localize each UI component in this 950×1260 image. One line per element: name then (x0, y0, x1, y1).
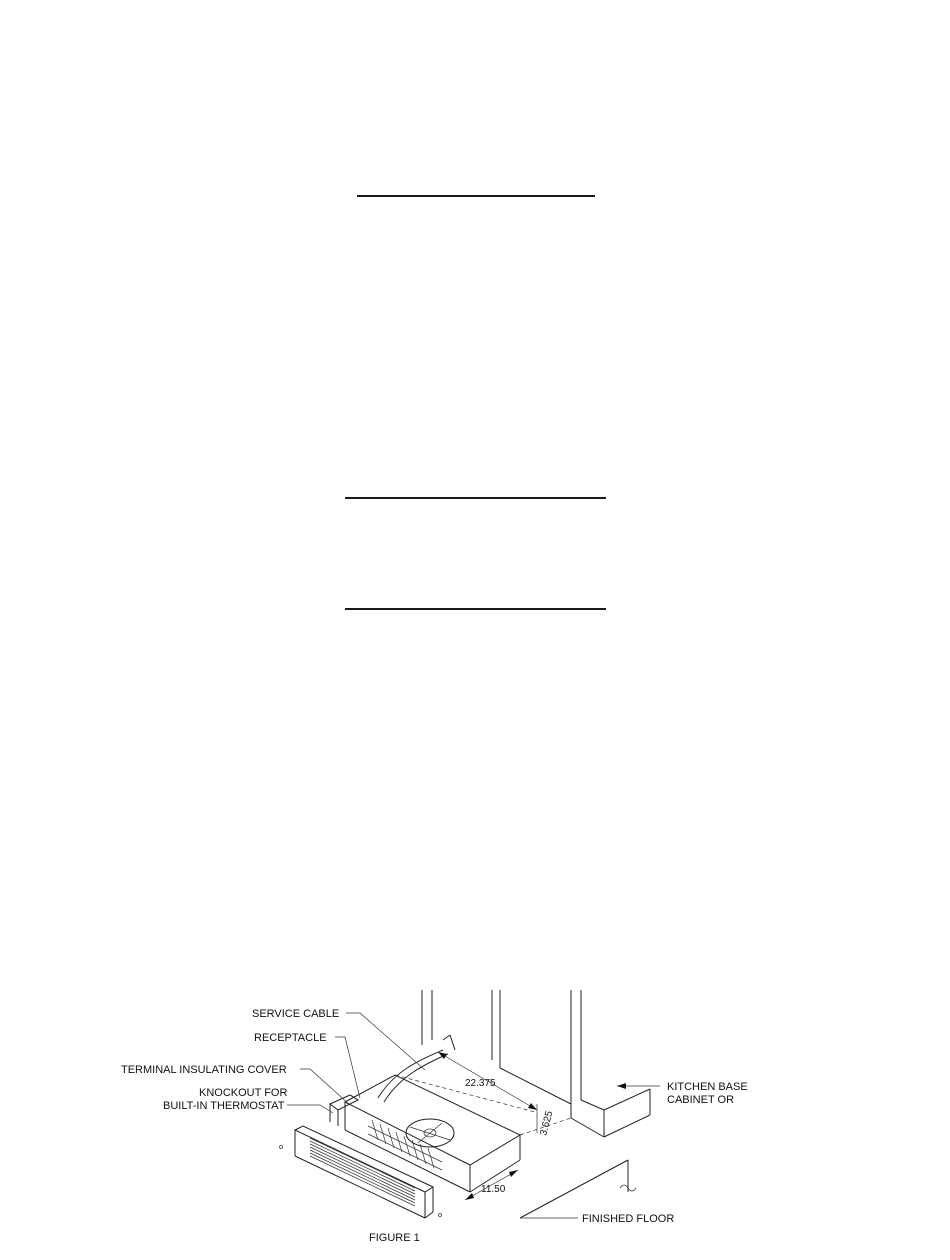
receptacle-label: RECEPTACLE (254, 1032, 327, 1044)
terminal-cover-label: TERMINAL INSULATING COVER (121, 1064, 287, 1076)
figure-caption: FIGURE 1 (369, 1232, 420, 1244)
height-dimension: 3.625 (538, 1109, 556, 1137)
knockout-label-line1: KNOCKOUT FOR (199, 1087, 288, 1099)
cabinet-label-line2: CABINET OR (667, 1094, 735, 1106)
cabinet-label-line1: KITCHEN BASE (667, 1081, 748, 1093)
depth-dimension: 22.375 (465, 1078, 496, 1089)
width-dimension: 11.50 (481, 1184, 506, 1195)
knockout-label-line2: BUILT-IN THERMOSTAT (163, 1100, 285, 1112)
dimension-lines (438, 1052, 537, 1200)
finished-floor-label: FINISHED FLOOR (582, 1213, 675, 1225)
front-grille-drawing (280, 1126, 442, 1218)
service-cable-label: SERVICE CABLE (252, 1008, 340, 1020)
floor-drawing (520, 1160, 636, 1218)
kitchen-cabinet-drawing (422, 990, 650, 1137)
